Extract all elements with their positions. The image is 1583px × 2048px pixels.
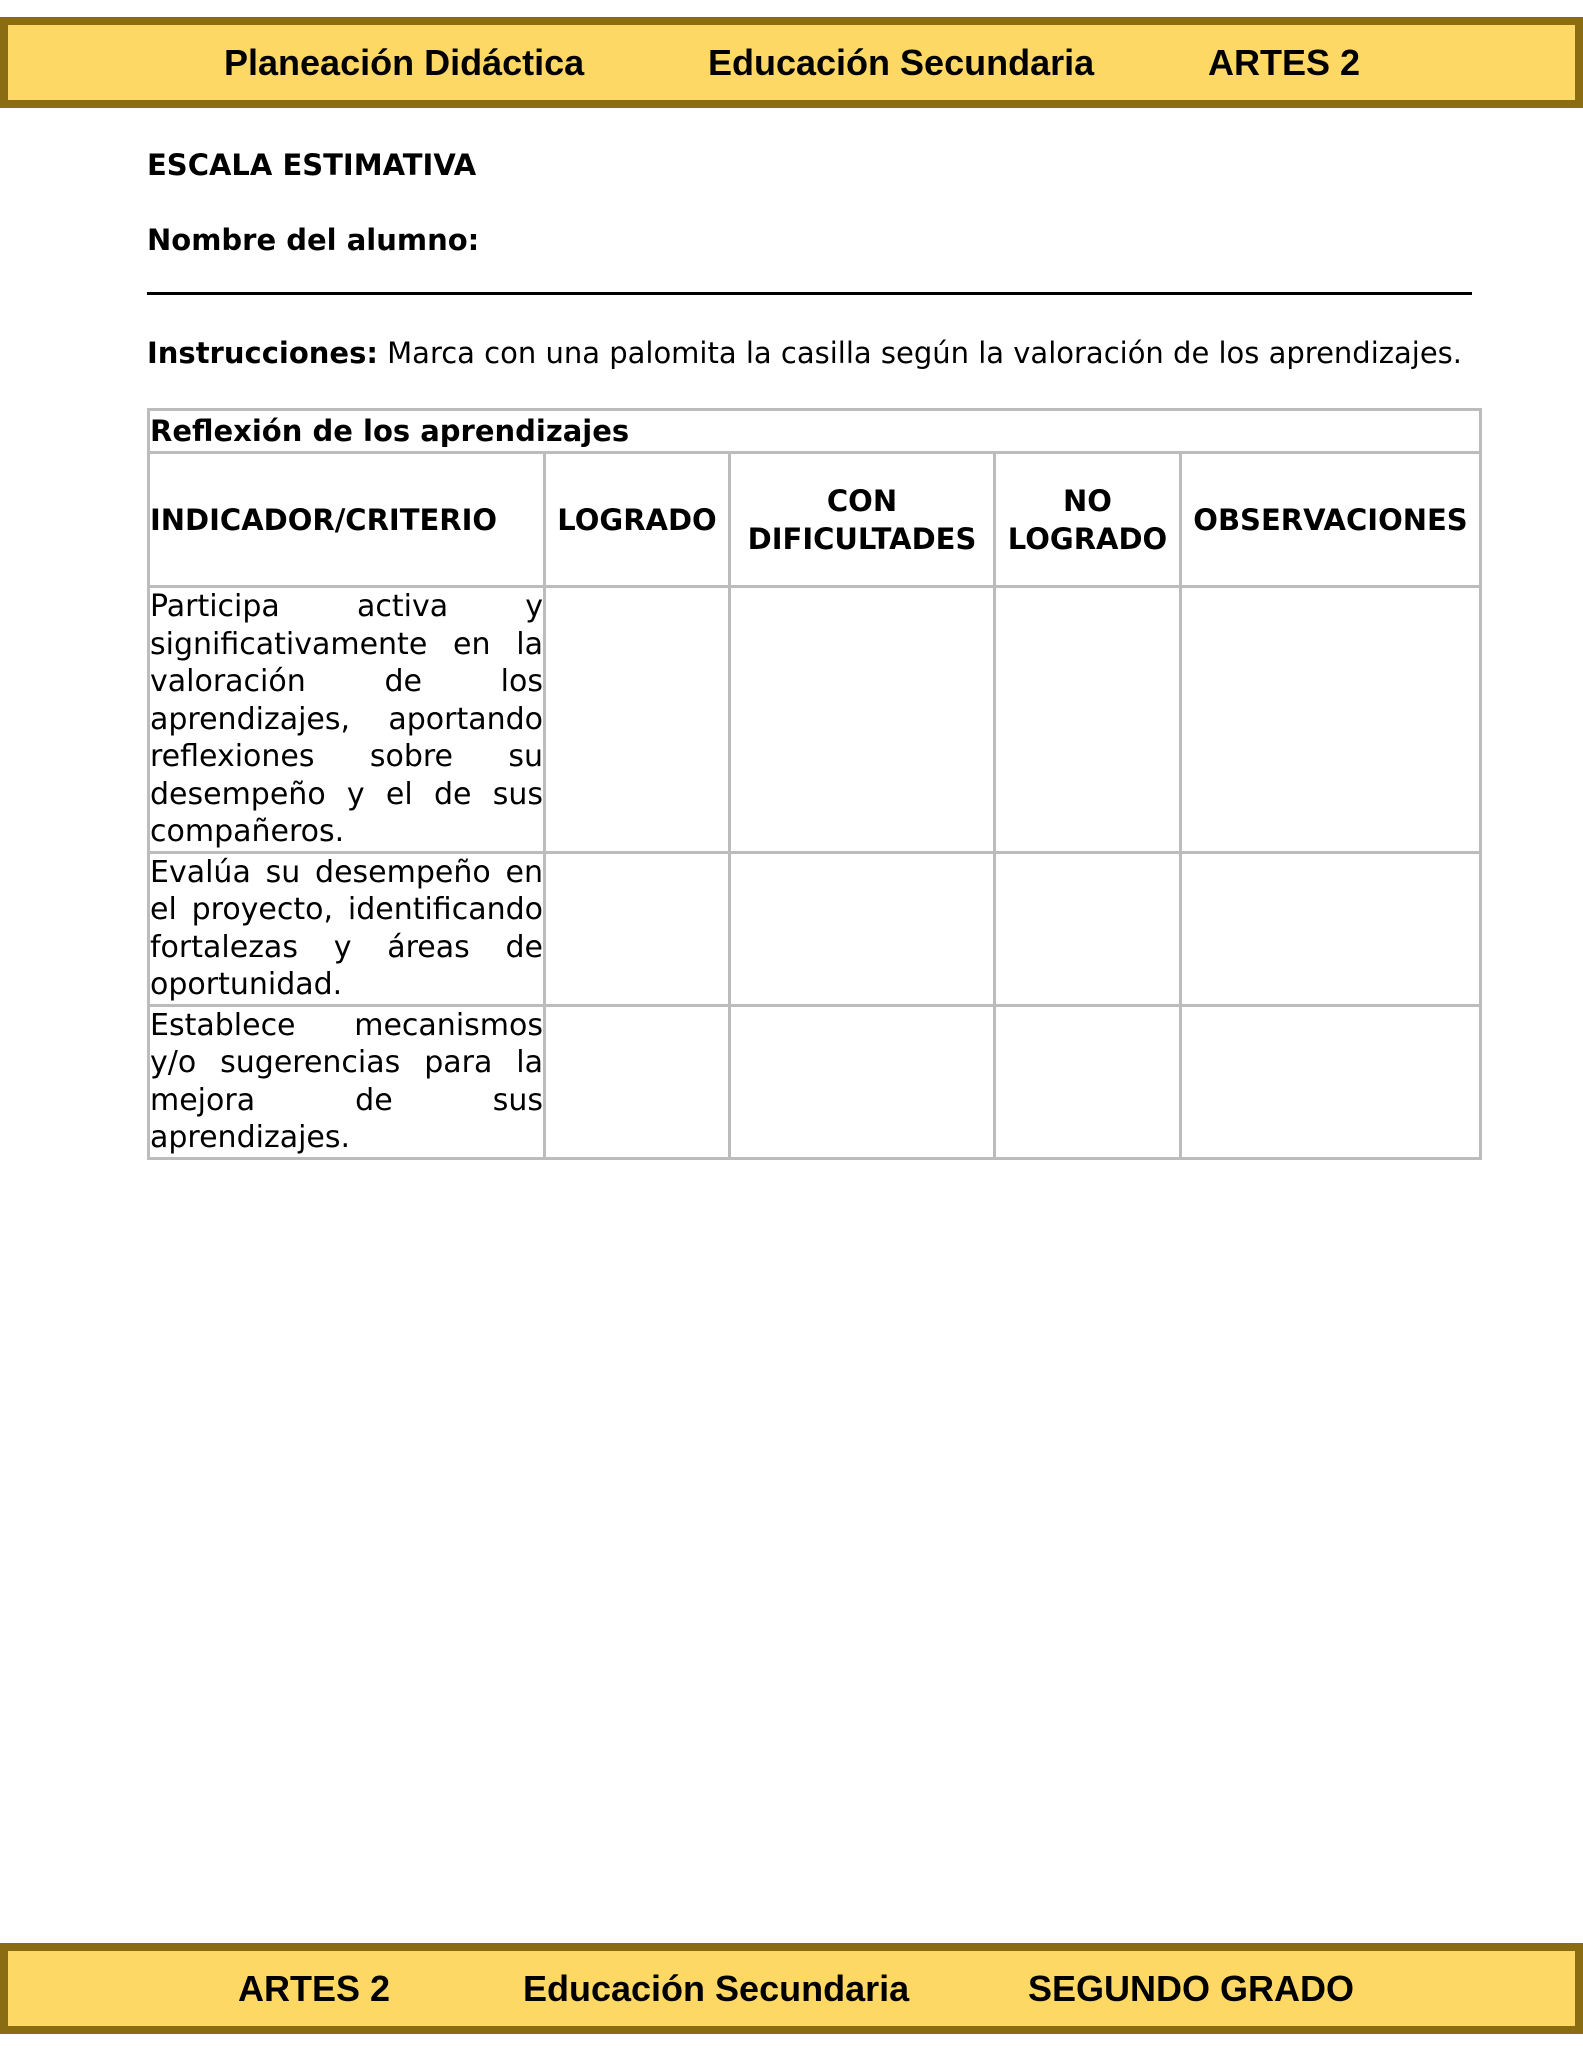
student-name-line [147,292,1472,295]
table-section-title: Reflexión de los aprendizajes [150,411,1479,451]
table-row [150,854,1479,1004]
column-header-not-achieved-line1: NO [1063,483,1112,518]
observations-cell[interactable] [1182,588,1479,851]
footer-right-title: SEGUNDO GRADO [1028,1967,1355,2009]
document-title: ESCALA ESTIMATIVA [147,148,477,182]
table-row [150,1007,1479,1157]
criterion-cell: Participa activa y significativamente en la valoración de los aprendizajes, aportando reflexiones sobre su desempeño y el de sus compañeros. [150,589,543,849]
instructions-text: Marca con una palomita la casilla según la valoración de los aprendizajes. [377,336,1462,370]
column-header-not-achieved [996,454,1179,585]
header-center-title: Educación Secundaria [708,41,1095,83]
table-row [150,588,1479,851]
achieved-checkbox-cell[interactable] [546,1007,728,1157]
difficulties-checkbox-cell[interactable] [731,1007,993,1157]
column-header-difficulties-line1: CON [826,483,898,518]
not-achieved-checkbox-cell[interactable] [996,1007,1179,1157]
criterion-cell: Establece mecanismos y/o sugerencias para la mejora de sus aprendizajes. [150,1007,543,1155]
instructions-label: Instrucciones: [147,336,378,370]
observations-cell[interactable] [1182,1007,1479,1157]
criterion-cell: Evalúa su desempeño en el proyecto, identificando fortalezas y áreas de oportunidad. [150,854,543,1002]
achieved-checkbox-cell[interactable] [546,588,728,851]
column-header-observations: OBSERVACIONES [1182,454,1479,585]
difficulties-checkbox-cell[interactable] [731,854,993,1004]
observations-cell[interactable] [1182,854,1479,1004]
column-header-not-achieved-line2: LOGRADO [1007,521,1168,556]
footer-center-title: Educación Secundaria [523,1967,910,2009]
column-header-difficulties-line2: DIFICULTADES [747,521,977,556]
not-achieved-checkbox-cell[interactable] [996,588,1179,851]
evaluation-table [147,408,1482,1160]
footer-left-title: ARTES 2 [238,1967,391,2009]
header-banner [0,17,1583,108]
difficulties-checkbox-cell[interactable] [731,588,993,851]
instructions [147,336,1462,370]
student-name-label: Nombre del alumno: [147,223,480,257]
column-header-indicator: INDICADOR/CRITERIO [150,454,543,585]
header-left-title: Planeación Didáctica [224,41,585,83]
achieved-checkbox-cell[interactable] [546,854,728,1004]
column-header-achieved: LOGRADO [546,454,728,585]
not-achieved-checkbox-cell[interactable] [996,854,1179,1004]
footer-banner [0,1943,1583,2034]
column-header-difficulties [731,454,993,585]
header-right-title: ARTES 2 [1208,41,1361,83]
